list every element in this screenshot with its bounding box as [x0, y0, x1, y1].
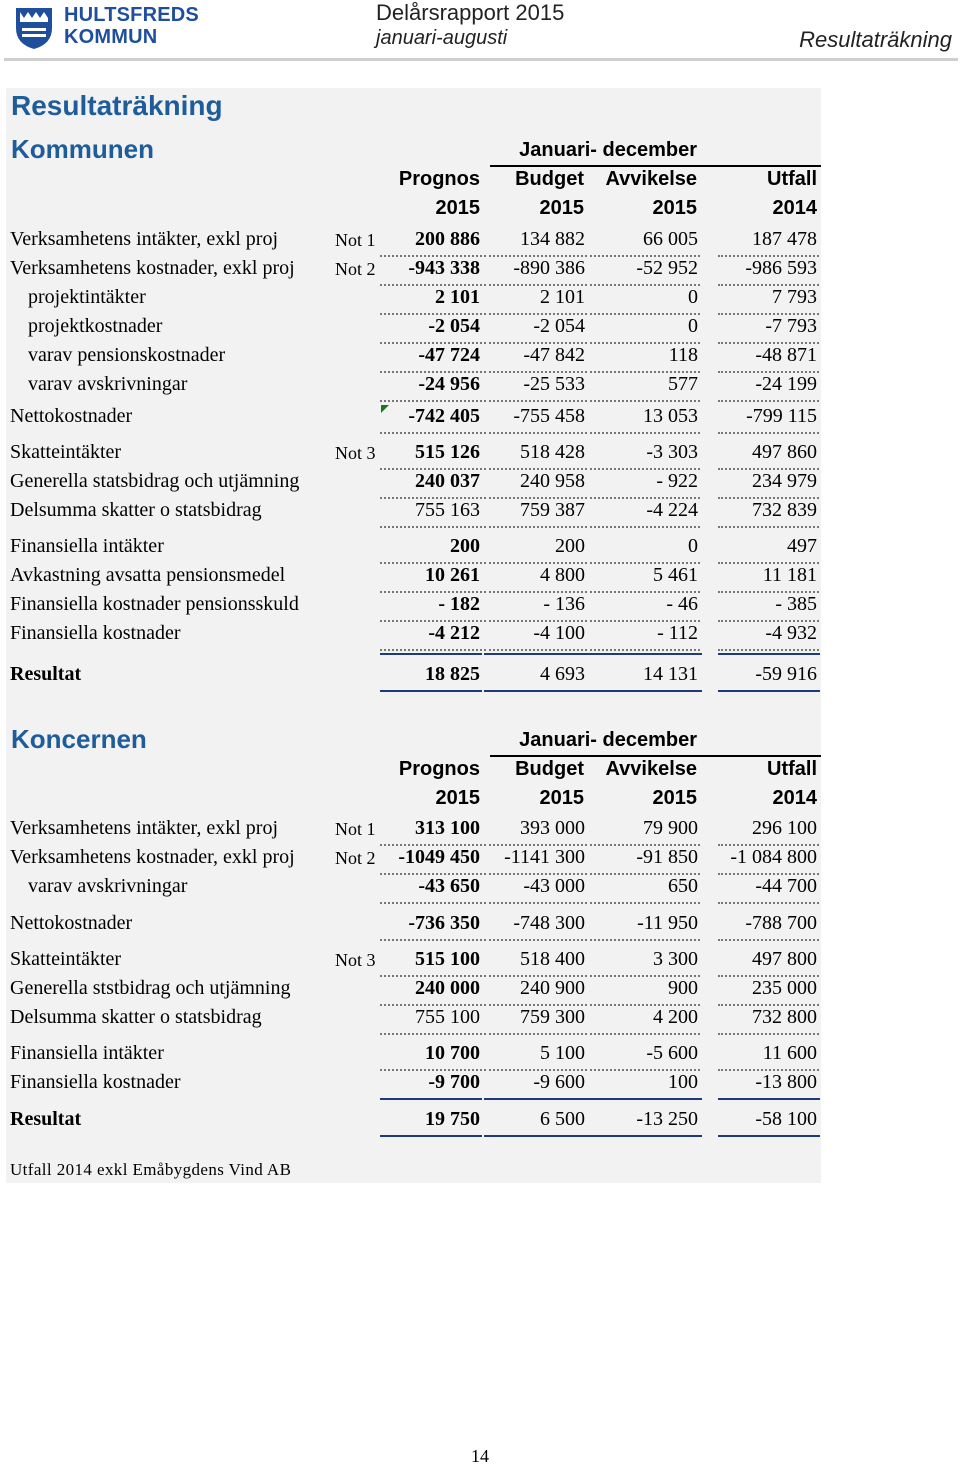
koncernen-result-topline: [380, 1098, 482, 1100]
koncernen-result-topline: [484, 1098, 702, 1100]
kommunen-cell-underline: [590, 526, 700, 528]
kommunen-cell-col3: 497: [787, 535, 817, 557]
koncernen-row: [0, 1006, 822, 1035]
koncernen-cell-col3: -1 084 800: [730, 846, 817, 868]
koncernen-row-note: Not 1: [335, 819, 376, 839]
koncernen-cell-col1: 393 000: [520, 817, 585, 839]
kommunen-cell-col3: 497 860: [752, 441, 817, 463]
koncernen-row: [0, 875, 822, 904]
koncernen-group-rule: [490, 755, 821, 757]
koncernen-cell-col2: 79 900: [643, 817, 698, 839]
kommunen-cell-col2: - 922: [656, 470, 698, 492]
koncernen-col-header-1-line2: 2015: [539, 787, 584, 809]
kommunen-result-underline: [484, 690, 702, 692]
cell-comment-marker: [381, 405, 389, 413]
kommunen-result-underline: [380, 690, 482, 692]
koncernen-row: [0, 912, 822, 941]
koncernen-cell-col3: -58 100: [755, 1108, 817, 1130]
kommunen-cell-underline: [718, 649, 819, 651]
kommunen-cell-col2: -52 952: [636, 257, 698, 279]
kommunen-cell-col1: -25 533: [523, 373, 585, 395]
koncernen-cell-col3: -44 700: [755, 875, 817, 897]
kommunen-row: [0, 315, 822, 344]
koncernen-cell-col3: -788 700: [745, 912, 817, 934]
kommunen-row-label: Verksamhetens kostnader, exkl proj: [10, 257, 295, 279]
koncernen-col-header-0-line1: Prognos: [398, 758, 480, 780]
koncernen-cell-col1: 240 900: [520, 977, 585, 999]
koncernen-result-underline: [484, 1135, 702, 1137]
kommunen-row: [0, 441, 822, 470]
kommunen-cell-col1: 2 101: [540, 286, 585, 308]
kommunen-cell-col2: - 112: [657, 622, 698, 644]
kommunen-cell-col2: - 46: [666, 593, 698, 615]
kommunen-row: [0, 499, 822, 528]
koncernen-cell-col1: -748 300: [513, 912, 585, 934]
municipality-logo: [14, 4, 199, 52]
koncernen-cell-col1: -9 600: [533, 1071, 585, 1093]
kommunen-row: [0, 257, 822, 286]
koncernen-row-label: Resultat: [10, 1108, 82, 1130]
kommunen-group-header: Januari- december: [519, 139, 697, 161]
koncernen-group-header: Januari- december: [519, 729, 697, 751]
kommunen-row-label: Resultat: [10, 663, 82, 685]
kommunen-row: [0, 344, 822, 373]
kommunen-row: [0, 405, 822, 434]
header-divider: [4, 58, 958, 61]
koncernen-cell-col0: -1049 450: [398, 846, 480, 868]
koncernen-row: [0, 1108, 822, 1137]
kommunen-row: [0, 470, 822, 499]
koncernen-row: [0, 817, 822, 846]
kommunen-row: [0, 593, 822, 622]
kommunen-cell-col3: -48 871: [755, 344, 817, 366]
kommunen-cell-col1: 518 428: [520, 441, 585, 463]
kommunen-cell-underline: [718, 432, 819, 434]
kommunen-group-rule: [490, 165, 821, 167]
kommunen-col-header-3-line2: 2014: [772, 197, 817, 219]
crest-icon: [14, 4, 54, 50]
kommunen-col-header-0-line2: 2015: [435, 197, 480, 219]
koncernen-cell-col3: 732 800: [752, 1006, 817, 1028]
kommunen-col-header-1-line2: 2015: [539, 197, 584, 219]
koncernen-cell-col1: 5 100: [540, 1042, 585, 1064]
koncernen-row-label: Delsumma skatter o statsbidrag: [10, 1006, 262, 1028]
kommunen-row: [0, 564, 822, 593]
kommunen-row-label: Skatteintäkter: [10, 441, 122, 463]
kommunen-cell-col3: -24 199: [755, 373, 817, 395]
kommunen-result-topline: [484, 653, 702, 655]
kommunen-cell-col2: 0: [688, 286, 698, 308]
kommunen-col-header-3-line1: Utfall: [767, 168, 817, 190]
koncernen-cell-col1: 518 400: [520, 948, 585, 970]
section-name: Resultaträkning: [799, 27, 952, 52]
kommunen-cell-underline: [590, 649, 700, 651]
kommunen-row-label: Generella statsbidrag och utjämning: [10, 470, 300, 492]
koncernen-row: [0, 977, 822, 1006]
kommunen-row-label: varav avskrivningar: [28, 373, 188, 395]
kommunen-cell-underline: [484, 649, 587, 651]
koncernen-row-label: Nettokostnader: [10, 912, 133, 934]
kommunen-cell-col3: -986 593: [745, 257, 817, 279]
kommunen-result-underline: [718, 690, 820, 692]
kommunen-cell-col0: 240 037: [415, 470, 480, 492]
kommunen-cell-col2: 5 461: [653, 564, 698, 586]
koncernen-cell-underline: [590, 1033, 700, 1035]
kommunen-cell-underline: [380, 432, 482, 434]
koncernen-cell-col0: 313 100: [415, 817, 480, 839]
koncernen-cell-col3: -13 800: [755, 1071, 817, 1093]
kommunen-result-topline: [380, 653, 482, 655]
kommunen-cell-underline: [380, 400, 482, 402]
koncernen-row-note: Not 2: [335, 848, 376, 868]
logo-line1: HULTSFREDS: [64, 4, 199, 26]
koncernen-row: [0, 948, 822, 977]
kommunen-cell-col2: 0: [688, 315, 698, 337]
kommunen-row-label: Avkastning avsatta pensionsmedel: [10, 564, 286, 586]
koncernen-cell-underline: [484, 1033, 587, 1035]
page-number: 14: [471, 1446, 489, 1466]
kommunen-cell-col0: -742 405: [408, 405, 480, 427]
kommunen-cell-col1: 240 958: [520, 470, 585, 492]
koncernen-cell-col0: 240 000: [415, 977, 480, 999]
kommunen-cell-underline: [718, 526, 819, 528]
kommunen-row-label: Finansiella intäkter: [10, 535, 164, 557]
kommunen-cell-col1: 200: [555, 535, 585, 557]
kommunen-result-topline: [718, 653, 820, 655]
koncernen-cell-col0: 515 100: [415, 948, 480, 970]
kommunen-cell-col3: 7 793: [772, 286, 817, 308]
kommunen-row-note: Not 3: [335, 443, 376, 463]
kommunen-cell-underline: [380, 649, 482, 651]
koncernen-row-label: Finansiella intäkter: [10, 1042, 164, 1064]
kommunen-cell-col2: -3 303: [646, 441, 698, 463]
kommunen-row-label: projektkostnader: [28, 315, 163, 337]
koncernen-cell-underline: [484, 902, 587, 904]
koncernen-cell-underline: [590, 902, 700, 904]
kommunen-cell-col0: 2 101: [435, 286, 480, 308]
kommunen-cell-col3: 234 979: [752, 470, 817, 492]
koncernen-cell-col2: 4 200: [653, 1006, 698, 1028]
kommunen-row-label: Finansiella kostnader: [10, 622, 181, 644]
koncernen-cell-col2: -13 250: [636, 1108, 698, 1130]
kommunen-cell-col1: 4 800: [540, 564, 585, 586]
kommunen-cell-col3: 732 839: [752, 499, 817, 521]
kommunen-cell-col1: -890 386: [513, 257, 585, 279]
kommunen-row: [0, 228, 822, 257]
report-period: januari-augusti: [376, 27, 508, 49]
koncernen-col-header-0-line2: 2015: [435, 787, 480, 809]
kommunen-cell-col1: -4 100: [533, 622, 585, 644]
kommunen-cell-col0: -24 956: [418, 373, 480, 395]
kommunen-col-header-0-line1: Prognos: [398, 168, 480, 190]
koncernen-cell-col2: 3 300: [653, 948, 698, 970]
kommunen-cell-col2: 577: [668, 373, 698, 395]
koncernen-cell-col3: 497 800: [752, 948, 817, 970]
koncernen-cell-col0: -43 650: [418, 875, 480, 897]
koncernen-row-label: Finansiella kostnader: [10, 1071, 181, 1093]
kommunen-col-header-1-line1: Budget: [515, 168, 584, 190]
kommunen-cell-col0: -2 054: [428, 315, 480, 337]
koncernen-result-underline: [718, 1135, 820, 1137]
kommunen-cell-col2: 118: [668, 344, 698, 366]
kommunen-cell-col3: 11 181: [762, 564, 817, 586]
kommunen-cell-col1: 759 387: [520, 499, 585, 521]
koncernen-col-header-2-line1: Avvikelse: [605, 758, 697, 780]
koncernen-cell-col3: 11 600: [762, 1042, 817, 1064]
logo-wordmark: [64, 4, 199, 48]
koncernen-row-label: Generella ststbidrag och utjämning: [10, 977, 291, 999]
koncernen-cell-underline: [380, 939, 482, 941]
kommunen-row-label: varav pensionskostnader: [28, 344, 226, 366]
koncernen-result-topline: [718, 1098, 820, 1100]
koncernen-cell-underline: [718, 939, 819, 941]
kommunen-row: [0, 286, 822, 315]
koncernen-result-underline: [380, 1135, 482, 1137]
kommunen-row: [0, 622, 822, 651]
koncernen-cell-col3: 296 100: [752, 817, 817, 839]
kommunen-cell-underline: [380, 526, 482, 528]
kommunen-cell-underline: [484, 526, 587, 528]
koncernen-cell-col2: 650: [668, 875, 698, 897]
kommunen-row-label: Nettokostnader: [10, 405, 133, 427]
kommunen-row-note: Not 1: [335, 230, 376, 250]
koncernen-cell-col2: -11 950: [637, 912, 698, 934]
koncernen-cell-col0: 755 100: [415, 1006, 480, 1028]
kommunen-row-label: Finansiella kostnader pensionsskuld: [10, 593, 299, 615]
koncernen-cell-col1: 759 300: [520, 1006, 585, 1028]
koncernen-title: Koncernen: [11, 724, 147, 754]
koncernen-cell-underline: [380, 902, 482, 904]
logo-line2: KOMMUN: [64, 26, 158, 48]
kommunen-cell-col0: 515 126: [415, 441, 480, 463]
kommunen-row-note: Not 2: [335, 259, 376, 279]
koncernen-row-label: Verksamhetens intäkter, exkl proj: [10, 817, 279, 839]
kommunen-cell-col0: -943 338: [408, 257, 480, 279]
koncernen-cell-underline: [590, 939, 700, 941]
koncernen-row-label: Verksamhetens kostnader, exkl proj: [10, 846, 295, 868]
koncernen-cell-col0: -9 700: [428, 1071, 480, 1093]
kommunen-cell-underline: [718, 400, 819, 402]
kommunen-col-header-2-line2: 2015: [652, 197, 697, 219]
kommunen-cell-col3: -799 115: [746, 405, 817, 427]
kommunen-cell-col1: -755 458: [513, 405, 585, 427]
kommunen-cell-underline: [590, 432, 700, 434]
koncernen-cell-col0: 19 750: [425, 1108, 480, 1130]
kommunen-cell-col0: - 182: [438, 593, 480, 615]
kommunen-cell-underline: [590, 400, 700, 402]
koncernen-cell-underline: [380, 1033, 482, 1035]
kommunen-cell-col0: -4 212: [428, 622, 480, 644]
kommunen-cell-col3: -59 916: [755, 663, 817, 685]
kommunen-row-label: Verksamhetens intäkter, exkl proj: [10, 228, 279, 250]
kommunen-cell-col3: 187 478: [752, 228, 817, 250]
kommunen-cell-col0: 755 163: [415, 499, 480, 521]
kommunen-row: [0, 663, 822, 692]
koncernen-cell-col2: 900: [668, 977, 698, 999]
kommunen-cell-col0: 10 261: [425, 564, 480, 586]
kommunen-cell-col3: -7 793: [765, 315, 817, 337]
koncernen-cell-underline: [718, 1033, 819, 1035]
koncernen-cell-col3: 235 000: [752, 977, 817, 999]
kommunen-cell-col1: 134 882: [520, 228, 585, 250]
kommunen-cell-underline: [484, 432, 587, 434]
page-title: Resultaträkning: [11, 90, 223, 121]
koncernen-cell-col1: -1141 300: [504, 846, 585, 868]
koncernen-col-header-2-line2: 2015: [652, 787, 697, 809]
kommunen-cell-col3: -4 932: [765, 622, 817, 644]
kommunen-cell-col0: 18 825: [425, 663, 480, 685]
kommunen-cell-col3: - 385: [775, 593, 817, 615]
kommunen-cell-col0: 200: [450, 535, 480, 557]
koncernen-row: [0, 846, 822, 875]
koncernen-col-header-3-line1: Utfall: [767, 758, 817, 780]
kommunen-cell-col1: -47 842: [523, 344, 585, 366]
kommunen-cell-col0: -47 724: [418, 344, 480, 366]
koncernen-cell-col1: 6 500: [540, 1108, 585, 1130]
koncernen-cell-col2: -5 600: [646, 1042, 698, 1064]
kommunen-cell-col0: 200 886: [415, 228, 480, 250]
koncernen-row: [0, 1071, 822, 1100]
kommunen-row-label: projektintäkter: [28, 286, 146, 308]
kommunen-cell-col1: - 136: [543, 593, 585, 615]
koncernen-row: [0, 1042, 822, 1071]
kommunen-cell-col2: 13 053: [643, 405, 698, 427]
kommunen-row: [0, 535, 822, 564]
kommunen-row: [0, 373, 822, 402]
koncernen-cell-col2: 100: [668, 1071, 698, 1093]
report-title: Delårsrapport 2015: [376, 0, 565, 25]
page-header: [0, 0, 960, 64]
kommunen-cell-col1: 4 693: [540, 663, 585, 685]
kommunen-cell-col2: 0: [688, 535, 698, 557]
kommunen-cell-col2: 14 131: [643, 663, 698, 685]
kommunen-title: Kommunen: [11, 134, 154, 164]
koncernen-cell-col1: -43 000: [523, 875, 585, 897]
kommunen-cell-col1: -2 054: [533, 315, 585, 337]
koncernen-cell-underline: [484, 939, 587, 941]
koncernen-row-label: Skatteintäkter: [10, 948, 122, 970]
koncernen-col-header-1-line1: Budget: [515, 758, 584, 780]
koncernen-cell-col0: -736 350: [408, 912, 480, 934]
kommunen-col-header-2-line1: Avvikelse: [605, 168, 697, 190]
koncernen-cell-underline: [718, 902, 819, 904]
footnote: Utfall 2014 exkl Emåbygdens Vind AB: [10, 1160, 292, 1179]
kommunen-row-label: Delsumma skatter o statsbidrag: [10, 499, 262, 521]
koncernen-col-header-3-line2: 2014: [772, 787, 817, 809]
kommunen-cell-col2: -4 224: [646, 499, 698, 521]
kommunen-cell-col2: 66 005: [643, 228, 698, 250]
koncernen-cell-col0: 10 700: [425, 1042, 480, 1064]
kommunen-cell-underline: [484, 400, 587, 402]
koncernen-row-note: Not 3: [335, 950, 376, 970]
koncernen-cell-col2: -91 850: [636, 846, 698, 868]
koncernen-row-label: varav avskrivningar: [28, 875, 188, 897]
